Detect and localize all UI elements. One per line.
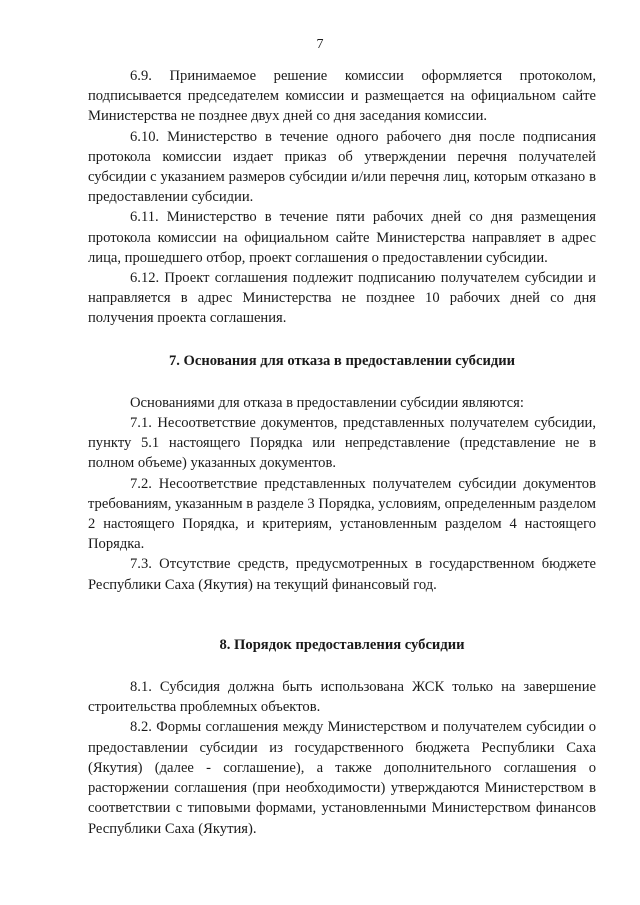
paragraph-7-3: 7.3. Отсутствие средств, предусмотренных в государственном бюджете Республики Саха (Якутия) на текущий финансовый год. [88, 556, 596, 593]
section-8-heading: 8. Порядок предоставления субсидии [219, 636, 465, 653]
paragraph-7-1: 7.1. Несоответствие документов, представленных получателем субсидии, пункту 5.1 настоящего Порядка или непредставление (представление не в полном объеме) указанных документов. [88, 415, 596, 472]
paragraph-6-12: 6.12. Проект соглашения подлежит подписанию получателем субсидии и направляется в адрес Министерства не позднее 10 рабочих дней со дня получения проекта соглашения. [88, 270, 596, 327]
page-number: 7 [316, 37, 324, 52]
paragraph-8-2: 8.2. Формы соглашения между Министерством и получателем субсидии о предоставлении субсидии из государственного бюджета Республики Саха (Якутия) (далее - соглашение), а также дополнительного соглашения о расторжении соглашения (при необходимости) утверждаются Министерством в соответствии с типовыми формами, установленными Министерством финансов Республики Саха (Якутия). [88, 719, 596, 837]
section-7-intro: Основаниями для отказа в предоставлении субсидии являются: [130, 394, 524, 411]
paragraph-6-11: 6.11. Министерство в течение пяти рабочих дней со дня размещения протокола комиссии на официальном сайте Министерства направляет в адрес лица, прошедшего отбор, проект соглашения о предоставлении субсидии. [88, 209, 596, 266]
document-body [88, 66, 596, 839]
paragraph-8-1: 8.1. Субсидия должна быть использована ЖСК только на завершение строительства проблемных объектов. [88, 679, 596, 716]
section-7-heading: 7. Основания для отказа в предоставлении субсидии [168, 352, 516, 369]
paragraph-7-2: 7.2. Несоответствие представленных получателем субсидии документов требованиям, указанным в разделе 3 Порядка, условиям, определенным разделом 2 настоящего Порядка, и критериям, установленным разделом 4 настоящего Порядка. [88, 475, 596, 553]
paragraph-6-9: 6.9. Принимаемое решение комиссии оформляется протоколом, подписывается председателем комиссии и размещается на официальном сайте Министерства не позднее двух дней со дня заседания комиссии. [88, 68, 596, 125]
paragraph-6-10: 6.10. Министерство в течение одного рабочего дня после подписания протокола комиссии издает приказ об утверждении перечня получателей субсидии с указанием размеров субсидии и/или перечня лиц, которым отказано в предоставлении субсидии. [88, 128, 596, 206]
